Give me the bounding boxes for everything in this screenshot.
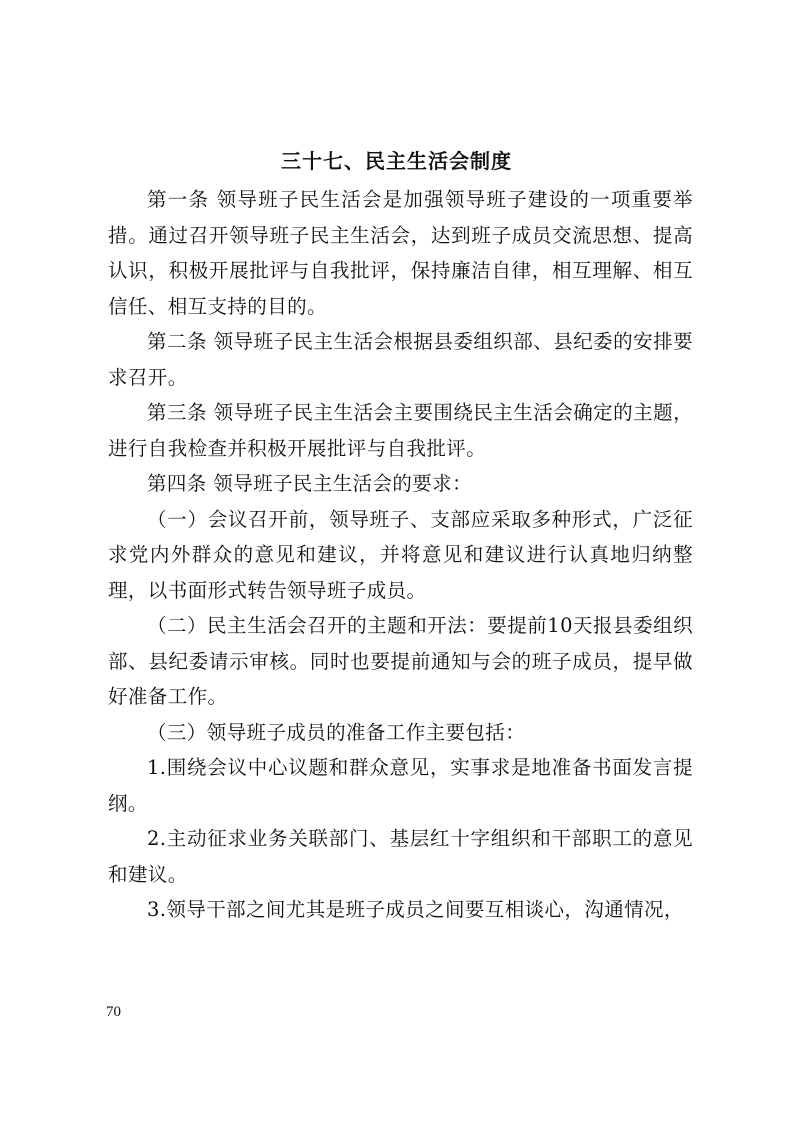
- paragraph-subitem-3: 3.领导干部之间尤其是班子成员之间要互相谈心，沟通情况，: [147, 898, 684, 921]
- page-title: 三十七、民主生活会制度: [281, 149, 512, 173]
- paragraph-article-1: 第一条 领导班子民生活会是加强领导班子建设的一项重要举措。通过召开领导班子民主生活会，达到班子成员交流思想、提高认识，积极开展批评与自我批评，保持廉洁自律，相互理解、相互信任、相互支持的目的。: [108, 188, 693, 318]
- paragraph-article-4: 第四条 领导班子民主生活会的要求：: [147, 472, 472, 495]
- document-body: [108, 182, 693, 928]
- paragraph-item-3: （三）领导班子成员的准备工作主要包括：: [147, 720, 526, 744]
- paragraph-item-2: （二）民主生活会召开的主题和开法：要提前10天报县委组织部、县纪委请示审核。同时也要提前通知与会的班子成员，提早做好准备工作。: [108, 614, 693, 708]
- paragraph-article-2: 第二条 领导班子民主生活会根据县委组织部、县纪委的安排要求召开。: [108, 330, 693, 389]
- paragraph-item-1: （一）会议召开前，领导班子、支部应采取多种形式，广泛征求党内外群众的意见和建议，并将意见和建议进行认真地归纳整理，以书面形式转告领导班子成员。: [108, 507, 693, 602]
- paragraph-subitem-2: 2.主动征求业务关联部门、基层红十字组织和干部职工的意见和建议。: [108, 827, 693, 886]
- paragraph-article-3: 第三条 领导班子民主生活会主要围绕民主生活会确定的主题，进行自我检查并积极开展批评与自我批评。: [108, 401, 693, 460]
- page-number: 70: [106, 1004, 121, 1020]
- paragraph-subitem-1: 1.围绕会议中心议题和群众意见，实事求是地准备书面发言提纲。: [108, 756, 693, 815]
